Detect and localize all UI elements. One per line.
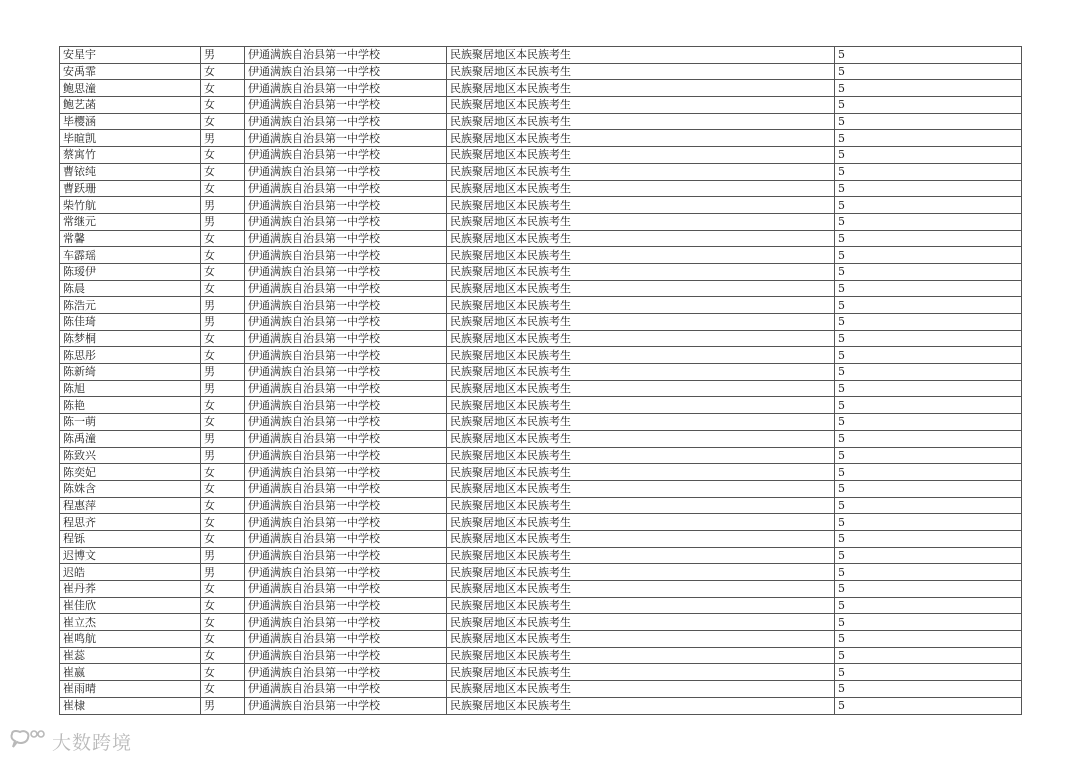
category-cell: 民族聚居地区本民族考生 — [447, 464, 835, 481]
watermark-text: 大数跨境 — [52, 732, 133, 754]
table-row — [60, 63, 1022, 80]
table-row — [60, 330, 1022, 347]
name-cell: 常馨 — [60, 230, 201, 247]
score-cell: 5 — [835, 664, 1022, 681]
table-row — [60, 263, 1022, 280]
school-cell: 伊通满族自治县第一中学校 — [245, 147, 447, 164]
school-cell: 伊通满族自治县第一中学校 — [245, 631, 447, 648]
score-cell: 5 — [835, 681, 1022, 698]
gender-cell: 女 — [201, 414, 245, 431]
score-cell: 5 — [835, 297, 1022, 314]
gender-cell: 男 — [201, 564, 245, 581]
table-row — [60, 197, 1022, 214]
table-row — [60, 97, 1022, 114]
score-cell: 5 — [835, 330, 1022, 347]
school-cell: 伊通满族自治县第一中学校 — [245, 47, 447, 64]
table-row — [60, 47, 1022, 64]
score-cell: 5 — [835, 530, 1022, 547]
score-cell: 5 — [835, 247, 1022, 264]
name-cell: 程惠萍 — [60, 497, 201, 514]
name-cell: 程铄 — [60, 530, 201, 547]
gender-cell: 女 — [201, 97, 245, 114]
category-cell: 民族聚居地区本民族考生 — [447, 330, 835, 347]
name-cell: 程思齐 — [60, 514, 201, 531]
table-row — [60, 581, 1022, 598]
gender-cell: 男 — [201, 297, 245, 314]
table-body — [60, 47, 1022, 715]
table-row — [60, 430, 1022, 447]
school-cell: 伊通满族自治县第一中学校 — [245, 414, 447, 431]
category-cell: 民族聚居地区本民族考生 — [447, 497, 835, 514]
category-cell: 民族聚居地区本民族考生 — [447, 347, 835, 364]
category-cell: 民族聚居地区本民族考生 — [447, 364, 835, 381]
school-cell: 伊通满族自治县第一中学校 — [245, 213, 447, 230]
score-cell: 5 — [835, 497, 1022, 514]
category-cell: 民族聚居地区本民族考生 — [447, 97, 835, 114]
table-row — [60, 414, 1022, 431]
gender-cell: 男 — [201, 130, 245, 147]
school-cell: 伊通满族自治县第一中学校 — [245, 530, 447, 547]
school-cell: 伊通满族自治县第一中学校 — [245, 347, 447, 364]
gender-cell: 男 — [201, 430, 245, 447]
table-row — [60, 631, 1022, 648]
table-row — [60, 130, 1022, 147]
school-cell: 伊通满族自治县第一中学校 — [245, 464, 447, 481]
gender-cell: 女 — [201, 330, 245, 347]
gender-cell: 女 — [201, 80, 245, 97]
score-cell: 5 — [835, 581, 1022, 598]
name-cell: 蔡寓竹 — [60, 147, 201, 164]
table-row — [60, 380, 1022, 397]
school-cell: 伊通满族自治县第一中学校 — [245, 280, 447, 297]
category-cell: 民族聚居地区本民族考生 — [447, 647, 835, 664]
school-cell: 伊通满族自治县第一中学校 — [245, 647, 447, 664]
score-cell: 5 — [835, 464, 1022, 481]
score-cell: 5 — [835, 480, 1022, 497]
table-row — [60, 614, 1022, 631]
score-cell: 5 — [835, 213, 1022, 230]
gender-cell: 男 — [201, 314, 245, 331]
school-cell: 伊通满族自治县第一中学校 — [245, 480, 447, 497]
score-cell: 5 — [835, 347, 1022, 364]
table-row — [60, 297, 1022, 314]
gender-cell: 女 — [201, 631, 245, 648]
name-cell: 安禹霏 — [60, 63, 201, 80]
gender-cell: 女 — [201, 230, 245, 247]
name-cell: 安星宇 — [60, 47, 201, 64]
category-cell: 民族聚居地区本民族考生 — [447, 631, 835, 648]
gender-cell: 女 — [201, 530, 245, 547]
gender-cell: 男 — [201, 697, 245, 714]
category-cell: 民族聚居地区本民族考生 — [447, 263, 835, 280]
name-cell: 鲍思潼 — [60, 80, 201, 97]
table-row — [60, 180, 1022, 197]
score-cell: 5 — [835, 564, 1022, 581]
gender-cell: 女 — [201, 497, 245, 514]
table-row — [60, 347, 1022, 364]
school-cell: 伊通满族自治县第一中学校 — [245, 197, 447, 214]
name-cell: 崔佳欣 — [60, 597, 201, 614]
name-cell: 崔丹荞 — [60, 581, 201, 598]
school-cell: 伊通满族自治县第一中学校 — [245, 263, 447, 280]
score-cell: 5 — [835, 263, 1022, 280]
name-cell: 迟博文 — [60, 547, 201, 564]
category-cell: 民族聚居地区本民族考生 — [447, 230, 835, 247]
name-cell: 崔嬴 — [60, 664, 201, 681]
category-cell: 民族聚居地区本民族考生 — [447, 414, 835, 431]
name-cell: 陈姝含 — [60, 480, 201, 497]
school-cell: 伊通满族自治县第一中学校 — [245, 564, 447, 581]
name-cell: 陈瑷伊 — [60, 263, 201, 280]
score-cell: 5 — [835, 280, 1022, 297]
name-cell: 崔蕊 — [60, 647, 201, 664]
name-cell: 陈旭 — [60, 380, 201, 397]
score-cell: 5 — [835, 597, 1022, 614]
category-cell: 民族聚居地区本民族考生 — [447, 130, 835, 147]
school-cell: 伊通满族自治县第一中学校 — [245, 330, 447, 347]
table-row — [60, 547, 1022, 564]
name-cell: 陈佳琦 — [60, 314, 201, 331]
gender-cell: 男 — [201, 547, 245, 564]
gender-cell: 男 — [201, 364, 245, 381]
school-cell: 伊通满族自治县第一中学校 — [245, 230, 447, 247]
score-cell: 5 — [835, 80, 1022, 97]
score-cell: 5 — [835, 130, 1022, 147]
name-cell: 陈晨 — [60, 280, 201, 297]
score-cell: 5 — [835, 180, 1022, 197]
name-cell: 曹铱纯 — [60, 163, 201, 180]
name-cell: 崔鸣航 — [60, 631, 201, 648]
gender-cell: 女 — [201, 63, 245, 80]
school-cell: 伊通满族自治县第一中学校 — [245, 380, 447, 397]
name-cell: 陈新绮 — [60, 364, 201, 381]
school-cell: 伊通满族自治县第一中学校 — [245, 130, 447, 147]
name-cell: 迟皓 — [60, 564, 201, 581]
school-cell: 伊通满族自治县第一中学校 — [245, 430, 447, 447]
score-cell: 5 — [835, 631, 1022, 648]
score-cell: 5 — [835, 47, 1022, 64]
name-cell: 崔立杰 — [60, 614, 201, 631]
gender-cell: 女 — [201, 614, 245, 631]
category-cell: 民族聚居地区本民族考生 — [447, 430, 835, 447]
category-cell: 民族聚居地区本民族考生 — [447, 397, 835, 414]
name-cell: 陈思彤 — [60, 347, 201, 364]
school-cell: 伊通满族自治县第一中学校 — [245, 514, 447, 531]
school-cell: 伊通满族自治县第一中学校 — [245, 497, 447, 514]
table-row — [60, 247, 1022, 264]
table-row — [60, 564, 1022, 581]
gender-cell: 女 — [201, 464, 245, 481]
school-cell: 伊通满族自治县第一中学校 — [245, 597, 447, 614]
table-row — [60, 647, 1022, 664]
category-cell: 民族聚居地区本民族考生 — [447, 480, 835, 497]
name-cell: 陈艳 — [60, 397, 201, 414]
score-cell: 5 — [835, 147, 1022, 164]
score-cell: 5 — [835, 230, 1022, 247]
gender-cell: 女 — [201, 597, 245, 614]
school-cell: 伊通满族自治县第一中学校 — [245, 447, 447, 464]
score-cell: 5 — [835, 614, 1022, 631]
category-cell: 民族聚居地区本民族考生 — [447, 447, 835, 464]
table-row — [60, 80, 1022, 97]
gender-cell: 女 — [201, 247, 245, 264]
score-cell: 5 — [835, 447, 1022, 464]
gender-cell: 女 — [201, 664, 245, 681]
score-table — [59, 46, 1022, 715]
gender-cell: 男 — [201, 197, 245, 214]
name-cell: 陈梦桐 — [60, 330, 201, 347]
school-cell: 伊通满族自治县第一中学校 — [245, 297, 447, 314]
table-row — [60, 213, 1022, 230]
name-cell: 陈奕妃 — [60, 464, 201, 481]
table-row — [60, 147, 1022, 164]
name-cell: 常继元 — [60, 213, 201, 230]
gender-cell: 男 — [201, 213, 245, 230]
name-cell: 毕樱涵 — [60, 113, 201, 130]
school-cell: 伊通满族自治县第一中学校 — [245, 180, 447, 197]
school-cell: 伊通满族自治县第一中学校 — [245, 397, 447, 414]
score-cell: 5 — [835, 380, 1022, 397]
name-cell: 崔棣 — [60, 697, 201, 714]
name-cell: 鲍艺菡 — [60, 97, 201, 114]
category-cell: 民族聚居地区本民族考生 — [447, 597, 835, 614]
category-cell: 民族聚居地区本民族考生 — [447, 664, 835, 681]
gender-cell: 女 — [201, 397, 245, 414]
name-cell: 陈浩元 — [60, 297, 201, 314]
category-cell: 民族聚居地区本民族考生 — [447, 197, 835, 214]
school-cell: 伊通满族自治县第一中学校 — [245, 163, 447, 180]
gender-cell: 女 — [201, 147, 245, 164]
name-cell: 毕暄凯 — [60, 130, 201, 147]
gender-cell: 女 — [201, 180, 245, 197]
category-cell: 民族聚居地区本民族考生 — [447, 80, 835, 97]
table-row — [60, 364, 1022, 381]
name-cell: 陈致兴 — [60, 447, 201, 464]
school-cell: 伊通满族自治县第一中学校 — [245, 581, 447, 598]
chat-bubble-logo-icon — [8, 729, 46, 755]
school-cell: 伊通满族自治县第一中学校 — [245, 681, 447, 698]
gender-cell: 女 — [201, 480, 245, 497]
table-row — [60, 230, 1022, 247]
school-cell: 伊通满族自治县第一中学校 — [245, 697, 447, 714]
name-cell: 陈禹潼 — [60, 430, 201, 447]
table-row — [60, 163, 1022, 180]
score-cell: 5 — [835, 547, 1022, 564]
category-cell: 民族聚居地区本民族考生 — [447, 47, 835, 64]
score-cell: 5 — [835, 197, 1022, 214]
category-cell: 民族聚居地区本民族考生 — [447, 113, 835, 130]
score-cell: 5 — [835, 314, 1022, 331]
score-cell: 5 — [835, 163, 1022, 180]
table-row — [60, 597, 1022, 614]
gender-cell: 女 — [201, 163, 245, 180]
category-cell: 民族聚居地区本民族考生 — [447, 564, 835, 581]
school-cell: 伊通满族自治县第一中学校 — [245, 113, 447, 130]
table-row — [60, 664, 1022, 681]
gender-cell: 男 — [201, 380, 245, 397]
category-cell: 民族聚居地区本民族考生 — [447, 697, 835, 714]
score-cell: 5 — [835, 113, 1022, 130]
score-cell: 5 — [835, 647, 1022, 664]
table-row — [60, 464, 1022, 481]
gender-cell: 男 — [201, 47, 245, 64]
name-cell: 崔雨晴 — [60, 681, 201, 698]
table-row — [60, 681, 1022, 698]
name-cell: 车霹瑶 — [60, 247, 201, 264]
category-cell: 民族聚居地区本民族考生 — [447, 614, 835, 631]
category-cell: 民族聚居地区本民族考生 — [447, 581, 835, 598]
gender-cell: 男 — [201, 447, 245, 464]
table-row — [60, 530, 1022, 547]
school-cell: 伊通满族自治县第一中学校 — [245, 247, 447, 264]
category-cell: 民族聚居地区本民族考生 — [447, 180, 835, 197]
name-cell: 柴竹航 — [60, 197, 201, 214]
gender-cell: 女 — [201, 681, 245, 698]
school-cell: 伊通满族自治县第一中学校 — [245, 80, 447, 97]
gender-cell: 女 — [201, 581, 245, 598]
score-cell: 5 — [835, 697, 1022, 714]
table-row — [60, 497, 1022, 514]
table-row — [60, 397, 1022, 414]
category-cell: 民族聚居地区本民族考生 — [447, 213, 835, 230]
school-cell: 伊通满族自治县第一中学校 — [245, 664, 447, 681]
gender-cell: 女 — [201, 263, 245, 280]
category-cell: 民族聚居地区本民族考生 — [447, 314, 835, 331]
gender-cell: 女 — [201, 647, 245, 664]
category-cell: 民族聚居地区本民族考生 — [447, 63, 835, 80]
name-cell: 曹跃珊 — [60, 180, 201, 197]
category-cell: 民族聚居地区本民族考生 — [447, 163, 835, 180]
table-row — [60, 113, 1022, 130]
school-cell: 伊通满族自治县第一中学校 — [245, 547, 447, 564]
school-cell: 伊通满族自治县第一中学校 — [245, 314, 447, 331]
score-cell: 5 — [835, 397, 1022, 414]
category-cell: 民族聚居地区本民族考生 — [447, 681, 835, 698]
category-cell: 民族聚居地区本民族考生 — [447, 247, 835, 264]
school-cell: 伊通满族自治县第一中学校 — [245, 614, 447, 631]
score-cell: 5 — [835, 97, 1022, 114]
watermark — [8, 728, 132, 755]
score-cell: 5 — [835, 414, 1022, 431]
name-cell: 陈一萌 — [60, 414, 201, 431]
table-row — [60, 314, 1022, 331]
school-cell: 伊通满族自治县第一中学校 — [245, 63, 447, 80]
table-row — [60, 480, 1022, 497]
score-cell: 5 — [835, 364, 1022, 381]
table-row — [60, 280, 1022, 297]
category-cell: 民族聚居地区本民族考生 — [447, 147, 835, 164]
category-cell: 民族聚居地区本民族考生 — [447, 514, 835, 531]
category-cell: 民族聚居地区本民族考生 — [447, 530, 835, 547]
category-cell: 民族聚居地区本民族考生 — [447, 380, 835, 397]
gender-cell: 女 — [201, 514, 245, 531]
gender-cell: 女 — [201, 347, 245, 364]
school-cell: 伊通满族自治县第一中学校 — [245, 97, 447, 114]
table-row — [60, 697, 1022, 714]
category-cell: 民族聚居地区本民族考生 — [447, 297, 835, 314]
gender-cell: 女 — [201, 280, 245, 297]
school-cell: 伊通满族自治县第一中学校 — [245, 364, 447, 381]
score-cell: 5 — [835, 63, 1022, 80]
gender-cell: 女 — [201, 113, 245, 130]
table-row — [60, 447, 1022, 464]
score-cell: 5 — [835, 430, 1022, 447]
category-cell: 民族聚居地区本民族考生 — [447, 547, 835, 564]
category-cell: 民族聚居地区本民族考生 — [447, 280, 835, 297]
table-row — [60, 514, 1022, 531]
score-cell: 5 — [835, 514, 1022, 531]
